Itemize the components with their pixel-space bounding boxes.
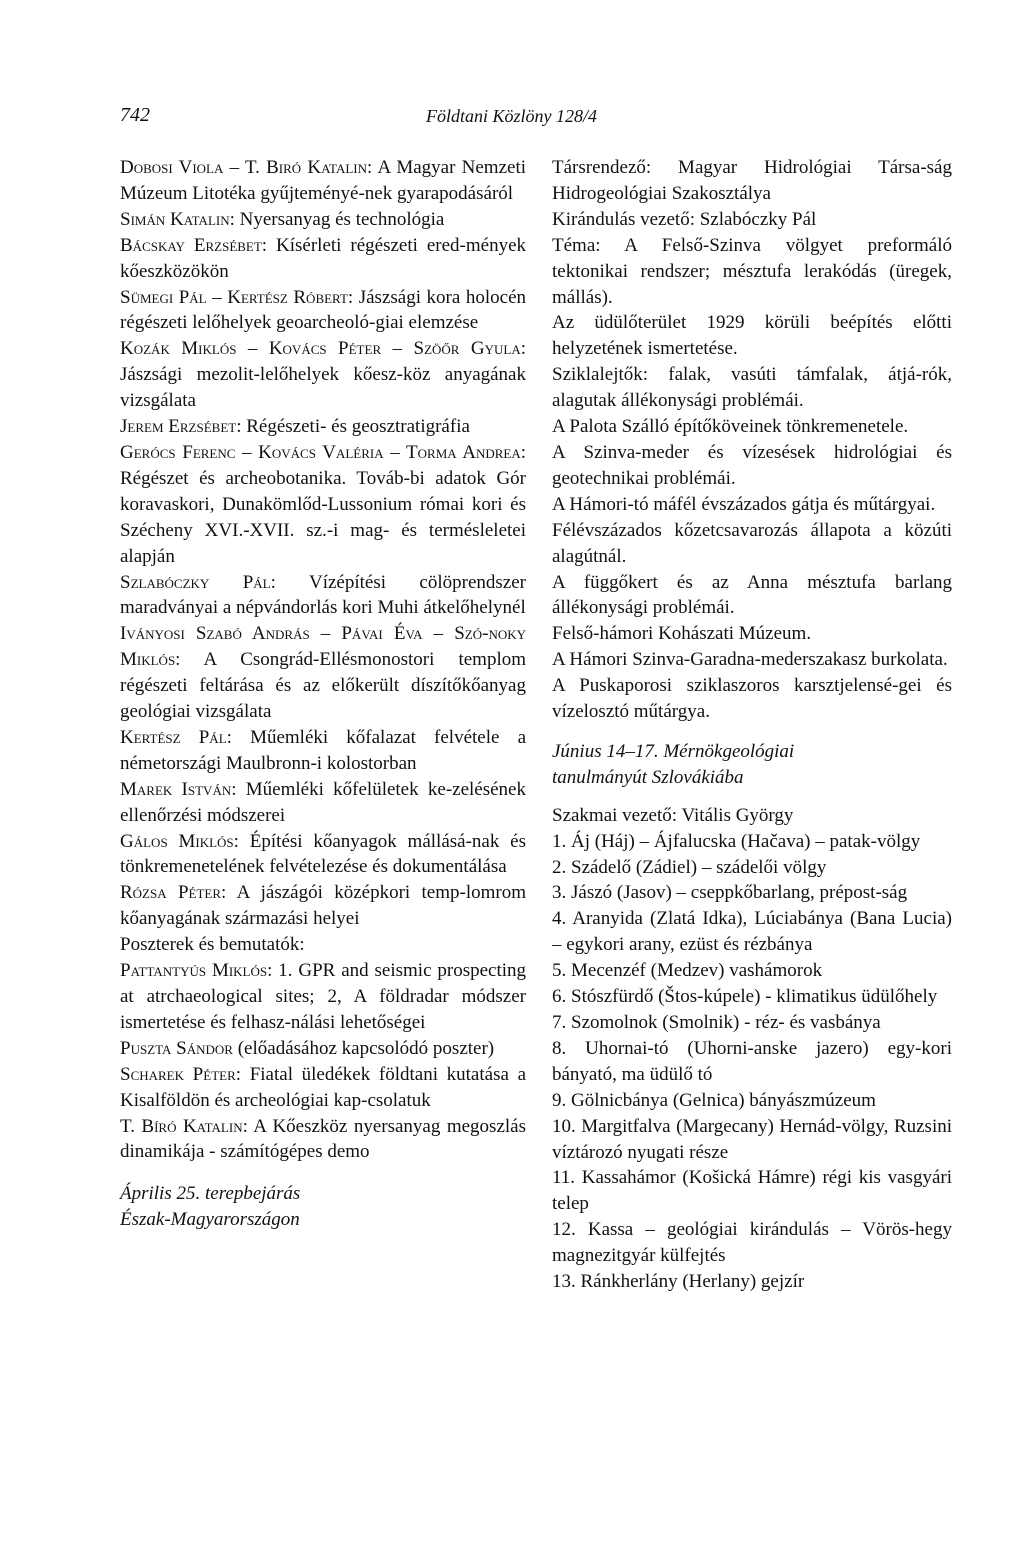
tour-stop: 3. Jászó (Jasov) – cseppkőbarlang, prépost-ság <box>552 882 908 904</box>
entry-authors: Bácskay Erzsébet: <box>120 234 268 256</box>
tour-stop: 11. Kassahámor (Košická Hámre) régi kis vasgyári telep <box>552 1167 952 1215</box>
entry-title: Jászsági mezolit-lelőhelyek kőesz-köz anyagának vizsgálata <box>120 364 526 412</box>
entry-authors: Kertész Pál: <box>120 726 232 748</box>
excursion-line: Kirándulás vezető: Szlabóczky Pál <box>552 208 817 230</box>
entry-title: Poszterek és bemutatók: <box>120 934 305 956</box>
program-entry <box>120 621 526 725</box>
excursion-line: Az üdülőterület 1929 körüli beépítés előtti helyzetének ismertetése. <box>552 312 952 360</box>
entry-title: Jászsági kora holocén régészeti lelőhelyek geoarcheoló-giai elemzése <box>120 286 527 334</box>
entry-authors: Simán Katalin: <box>120 208 235 230</box>
entry-title: A Magyar Nemzeti Múzeum Litotéka gyűjteményé-nek gyarapodásáról <box>120 157 526 204</box>
excursion-line: A Szinva-meder és vízesések hidrológiai és geotechnikai problémái. <box>552 441 952 489</box>
tour-leader: Szakmai vezető: Vitális György <box>552 804 794 826</box>
program-entry <box>120 570 526 622</box>
entry-title: Műemléki kőfalazat felvétele a németországi Maulbronn-i kolostorban <box>120 726 527 774</box>
program-entry <box>120 880 526 932</box>
entry-authors: Jerem Erzsébet: <box>120 416 242 438</box>
entry-authors: Dobosi Viola – T. Biró Katalin: <box>120 157 373 178</box>
tour-stop: 4. Aranyida (Zlatá Idka), Lúciabánya (Bana Lucia) – egykori arany, ezüst és rézbánya <box>552 908 952 956</box>
program-entry <box>120 414 526 440</box>
tour-stop: 8. Uhornai-tó (Uhorni-anske jazero) egy-kori bányató, ma üdülő tó <box>552 1037 952 1085</box>
tour-stop: 5. Mecenzéf (Medzev) vashámorok <box>552 960 823 982</box>
tour-stop: 13. Ránkherlány (Herlany) gejzír <box>552 1271 805 1293</box>
program-entry <box>120 958 526 1036</box>
page-header <box>120 104 903 134</box>
page-number: 742 <box>120 104 150 126</box>
excursion-line: Felső-hámori Kohászati Múzeum. <box>552 623 812 645</box>
entry-authors: Szlabóczky Pál: <box>120 571 276 593</box>
excursion-line: A Puskaporosi sziklaszoros karsztjelensé-gei és vízelosztó műtárgya. <box>552 675 952 723</box>
excursion-line: Társrendező: Magyar Hidrológiai Társa-ság Hidrogeológiai Szakosztálya <box>552 157 952 204</box>
tour-stop: 10. Margitfalva (Margecany) Hernád-völgy, Ruzsini víztározó nyugati része <box>552 1115 952 1163</box>
entry-authors: T. Bíró Katalin: <box>120 1115 248 1137</box>
tour-stops <box>552 829 952 1295</box>
entry-authors: Sümegi Pál – Kertész Róbert: <box>120 286 354 308</box>
study-tour-heading-line2: tanulmányút Szlovákiába <box>552 766 744 788</box>
entry-authors: Marek István: <box>120 778 237 800</box>
tour-stop: 1. Áj (Háj) – Ájfalucska (Hačava) – patak-völgy <box>552 830 921 852</box>
program-entry <box>120 1114 526 1166</box>
program-entry <box>120 725 526 777</box>
entry-title: A Kőeszköz nyersanyag megoszlás dinamikája - számítógépes demo <box>120 1115 526 1163</box>
excursion-line: A Hámori Szinva-Garadna-mederszakasz burkolata. <box>552 649 948 671</box>
tour-stop: 12. Kassa – geológiai kirándulás – Vörös-hegy magnezitgyár külfejtés <box>552 1219 952 1267</box>
entry-title: Régészet és archeobotanika. Továb-bi adatok Gór koravaskori, Dunakömlőd-Lussonium római kori és Szécheny XVI.-XVII. sz.-i mag- és termésleletei alapján <box>120 467 526 567</box>
excursion-line: A függőkert és az Anna mésztufa barlang állékonysági problémái. <box>552 571 952 619</box>
entry-title: Vízépítési cölöprendszer maradványai a népvándorlás kori Muhi átkelőhelynél <box>120 571 526 619</box>
program-entry <box>120 932 526 958</box>
program-entry <box>120 1062 526 1114</box>
tour-stop: 6. Stószfürdő (Štos-kúpele) - klimatikus üdülőhely <box>552 986 938 1008</box>
entry-title: Kísérleti régészeti ered-mények kőeszközökön <box>120 234 526 282</box>
program-entry <box>120 155 526 207</box>
tour-stop: 2. Szádelő (Zádiel) – szádelői völgy <box>552 856 827 878</box>
program-entry <box>120 336 526 414</box>
study-tour-heading <box>552 739 952 791</box>
entry-authors: Kozák Miklós – Kovács Péter – Szöőr Gyula: <box>120 338 526 360</box>
excursion-line: A Palota Szálló építőköveinek tönkremenetele. <box>552 416 909 438</box>
entry-authors: Iványosi Szabó András – Pávai Éva – Szó-noky Miklós: <box>120 623 526 671</box>
excursion-line: Félévszázados kőzetcsavarozás állapota a közúti alagútnál. <box>552 519 952 567</box>
entry-title: Műemléki kőfelületek ke-zelésének ellenőrzési módszerei <box>120 778 526 826</box>
tour-stop: 7. Szomolnok (Smolnik) - réz- és vasbánya <box>552 1012 881 1033</box>
entry-title: Fiatal üledékek földtani kutatása a Kisalföldön és archeológiai kap-csolatuk <box>120 1063 526 1111</box>
excursion-line: Sziklalejtők: falak, vasúti támfalak, átjá-rók, alagutak állékonysági problémái. <box>552 364 952 412</box>
excursion-heading-line1: Április 25. terepbejárás <box>120 1183 301 1205</box>
tour-stop: 9. Gölnicbánya (Gelnica) bányászmúzeum <box>552 1089 876 1111</box>
program-entry <box>120 1036 526 1062</box>
entry-title: A Csongrád-Ellésmonostori templom régészeti feltárása és az előkerült díszítőkőanyag geológiai vizsgálata <box>120 649 526 723</box>
excursion-details <box>552 155 952 725</box>
journal-title: Földtani Közlöny 128/4 <box>426 106 597 126</box>
excursion-line: A Hámori-tó máfél évszázados gátja és műtárgyai. <box>552 493 936 515</box>
entry-title: Régészeti- és geosztratigráfia <box>246 416 470 438</box>
entry-title: A jászágói középkori temp-lomrom kőanyagának származási helyei <box>120 882 526 930</box>
entry-title: (előadásához kapcsolódó poszter) <box>237 1037 495 1059</box>
entry-authors: Rózsa Péter: <box>120 882 227 904</box>
program-entry <box>120 440 526 570</box>
entry-title: 1. GPR and seismic prospecting at atrchaeological sites; 2, A földradar módszer ismertetése és felhasz-nálási lehetőségei <box>120 960 527 1033</box>
excursion-line: Téma: A Felső-Szinva völgyet preformáló tektonikai rendszer; mésztufa lerakódás (üregek, mállás). <box>552 234 952 308</box>
excursion-heading-line2: Észak-Magyarországon <box>120 1209 300 1231</box>
program-entry <box>120 233 526 285</box>
program-entry <box>120 829 526 881</box>
excursion-heading <box>120 1181 526 1233</box>
study-tour-heading-line1: Június 14–17. Mérnökgeológiai <box>552 740 795 762</box>
entry-title: Építési kőanyagok mállásá-nak és tönkremenetelének felvételezése és dokumentálása <box>120 830 526 878</box>
right-column <box>552 155 952 1295</box>
entry-authors: Pattantyús Miklós: <box>120 960 273 982</box>
entry-authors: Puszta Sándor <box>120 1037 233 1059</box>
program-entry <box>120 285 526 337</box>
entry-authors: Gerócs Ferenc – Kovács Valéria – Torma Andrea: <box>120 441 526 463</box>
program-entry <box>120 777 526 829</box>
entry-authors: Scharek Péter: <box>120 1063 242 1085</box>
program-entry <box>120 207 526 233</box>
entry-title: Nyersanyag és technológia <box>239 208 445 230</box>
entry-authors: Gálos Miklós: <box>120 830 239 852</box>
left-column <box>120 155 526 1245</box>
program-entries <box>120 155 526 1165</box>
